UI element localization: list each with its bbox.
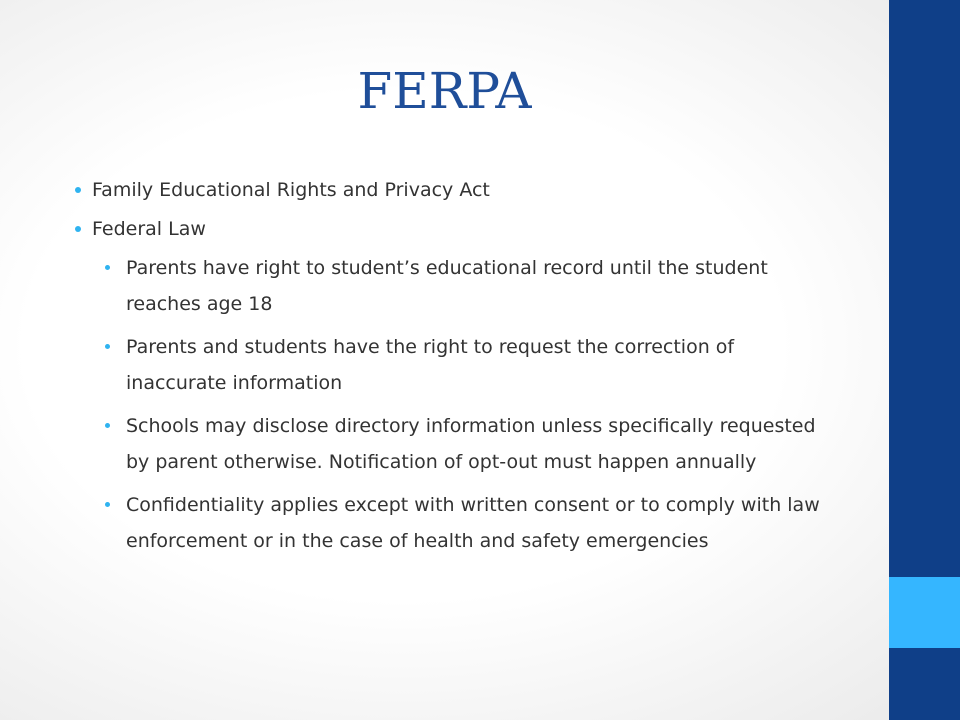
bullet-item: Family Educational Rights and Privacy Act xyxy=(92,172,832,208)
bullet-list xyxy=(92,172,832,566)
sub-bullet-item: Parents have right to student’s educational record until the student reaches age 18 xyxy=(126,250,832,322)
slide-title: FERPA xyxy=(357,62,532,120)
sub-bullet-item: Schools may disclose directory information unless specifically requested by parent otherwise. Notification of opt-out must happen annually xyxy=(126,408,832,480)
sub-bullet-item: Parents and students have the right to request the correction of inaccurate information xyxy=(126,329,832,401)
decorative-accent-block xyxy=(889,577,960,648)
sub-bullet-item: Confidentiality applies except with written consent or to comply with law enforcement or in the case of health and safety emergencies xyxy=(126,487,832,559)
bullet-item: Federal Law xyxy=(92,211,832,247)
